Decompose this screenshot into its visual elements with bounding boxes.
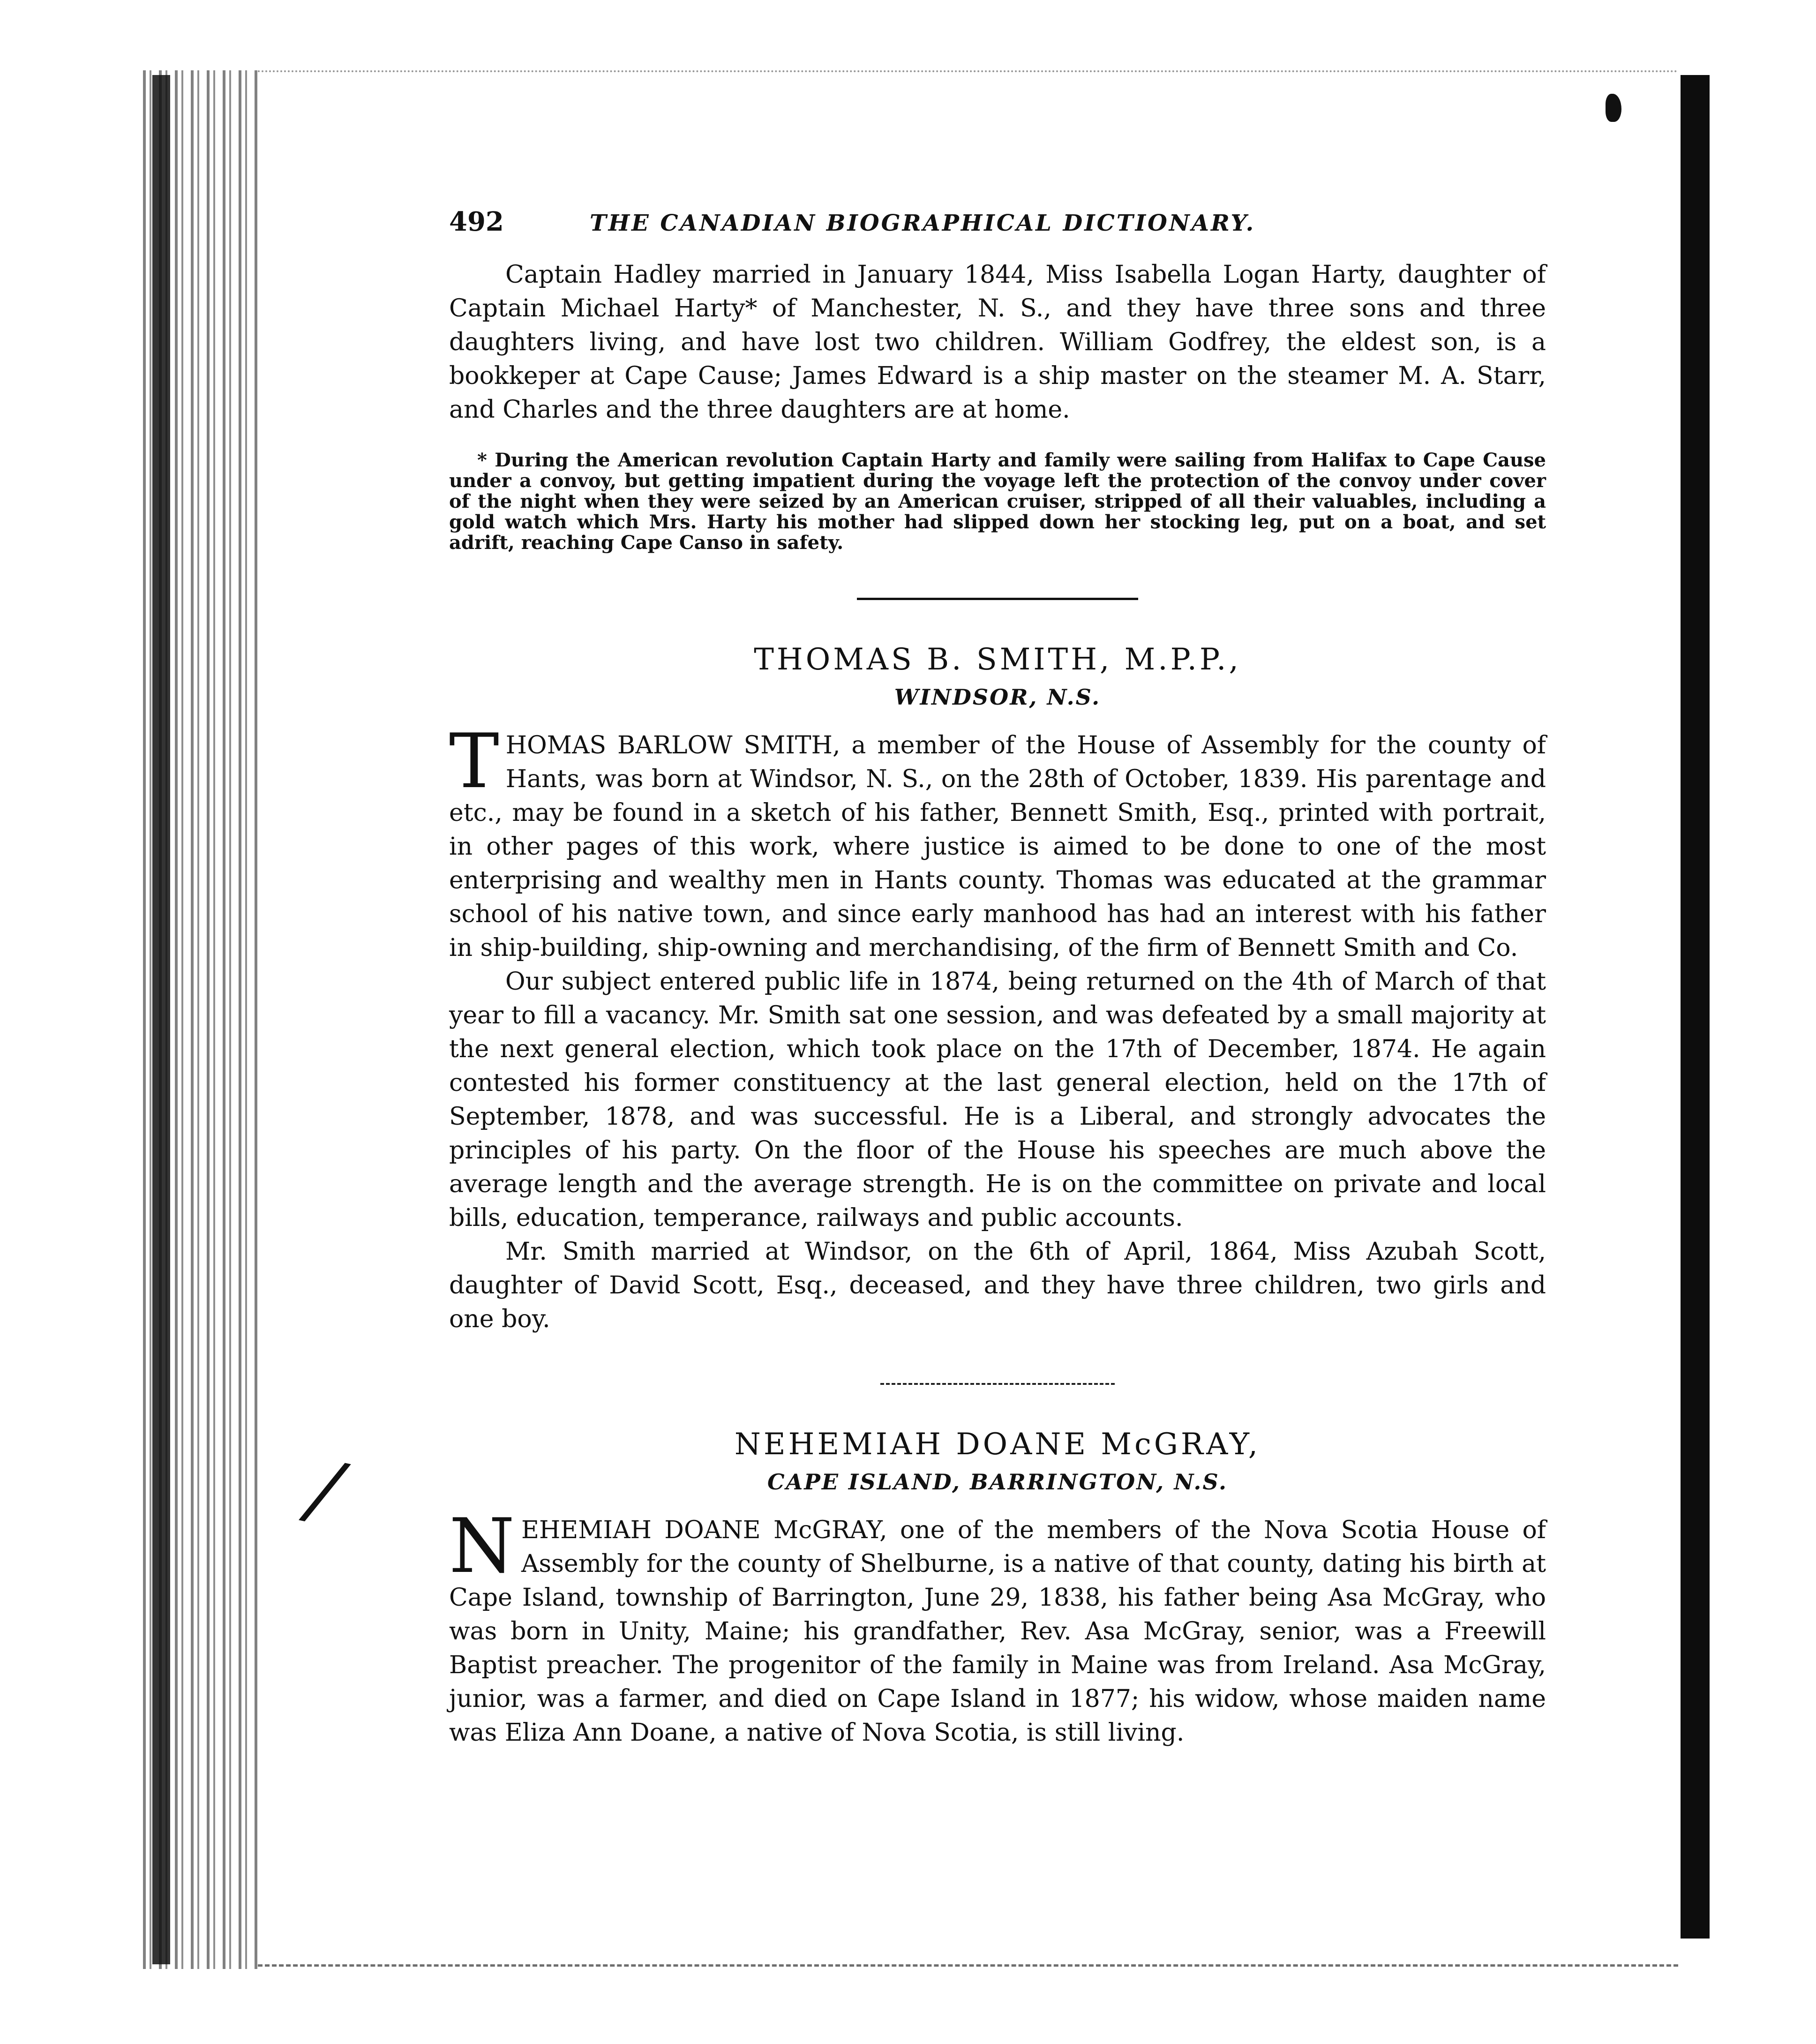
running-head bbox=[449, 206, 1546, 258]
footnote: * During the American revolution Captain Harty and family were sailing from Halifax to Cape Cause under a convoy, but getting impatient during the voyage left the protection of the convoy under cover of the night when they were seized by an American cruiser, stripped of all their valuables, including a gold watch which Mrs. Harty his mother had slipped down her stocking leg, put on a boat, and set adrift, reaching Cape Canso in safety. bbox=[449, 449, 1546, 554]
entry-first-paragraph bbox=[449, 1502, 1546, 1750]
entry-paragraph: Our subject entered public life in 1874, being returned on the 4th of March of that year to fill a vacancy. Mr. Smith sat one session, and was defeated by a small majority at the next general election, which took place on the 17th of December, 1874. He again contested his former constituency at the last general election, held on the 17th of September, 1878, and was successful. He is a Liberal, and strongly advocates the principles of his party. On the floor of the House his speeches are much above the average length and the average strength. He is on the committee on private and local bills, education, temperance, railways and public accounts. bbox=[449, 968, 1546, 1232]
drop-cap: T bbox=[449, 717, 499, 805]
entry-mcgray bbox=[449, 1427, 1546, 1750]
margin-pencil-mark: / bbox=[302, 1442, 348, 1539]
ink-blot bbox=[1606, 94, 1621, 122]
page-number: 492 bbox=[449, 206, 504, 237]
entry-first-paragraph-text: EHEMIAH DOANE McGRAY, one of the members of the Nova Scotia House of Assembly for the county of Shelburne, is a native of that county, dating his birth at Cape Island, township of Barrington, June 29, 1838, his father being Asa McGray, who was born in Unity, Maine; his grandfather, Rev. Asa McGray, senior, was a Freewill Baptist preacher. The progenitor of the family in Maine was from Ireland. Asa McGray, junior, was a farmer, and died on Cape Island in 1877; his widow, whose maiden name was Eliza Ann Doane, a native of Nova Scotia, is still living. bbox=[449, 1516, 1546, 1747]
section-divider bbox=[880, 1383, 1115, 1385]
scan-edge-left-dark bbox=[152, 75, 170, 1964]
entry-first-paragraph bbox=[449, 717, 1546, 965]
entry-first-paragraph-text: HOMAS BARLOW SMITH, a member of the House of Assembly for the county of Hants, was born at Windsor, N. S., on the 28th of October, 1839. His parentage and etc., may be found in a sketch of his father, Bennett Smith, Esq., printed with portrait, in other pages of this work, where justice is aimed to be done to one of the most enterprising and wealthy men in Hants county. Thomas was educated at the grammar school of his native town, and since early manhood has had an interest with his father in ship-building, ship-owning and merchandising, of the firm of Bennett Smith and Co. bbox=[449, 731, 1546, 962]
entry-place: WINDSOR, N.S. bbox=[894, 684, 1101, 710]
running-title: THE CANADIAN BIOGRAPHICAL DICTIONARY. bbox=[590, 210, 1256, 236]
scan-noise-top bbox=[258, 70, 1678, 75]
scan-noise-bottom bbox=[258, 1964, 1678, 1969]
page bbox=[449, 206, 1546, 1750]
section-divider bbox=[857, 598, 1138, 600]
entry-heading: NEHEMIAH DOANE McGRAY, bbox=[734, 1427, 1261, 1462]
entry-heading: THOMAS B. SMITH, M.P.P., bbox=[754, 642, 1241, 677]
entry-smith bbox=[449, 642, 1546, 1336]
continuation-paragraph: Captain Hadley married in January 1844, Miss Isabella Logan Harty, daughter of Captain Michael Harty* of Manchester, N. S., and they have three sons and three daughters living, and have lost two children. William Godfrey, the eldest son, is a bookkeper at Cape Cause; James Edward is a ship master on the steamer M. A. Starr, and Charles and the three daughters are at home. bbox=[449, 261, 1546, 424]
scan-edge-right bbox=[1681, 75, 1710, 1939]
drop-cap: N bbox=[449, 1502, 515, 1590]
entry-paragraph: Mr. Smith married at Windsor, on the 6th of April, 1864, Miss Azubah Scott, daughter of David Scott, Esq., deceased, and they have three children, two girls and one boy. bbox=[449, 1238, 1546, 1333]
entry-place: CAPE ISLAND, BARRINGTON, N.S. bbox=[767, 1469, 1228, 1495]
